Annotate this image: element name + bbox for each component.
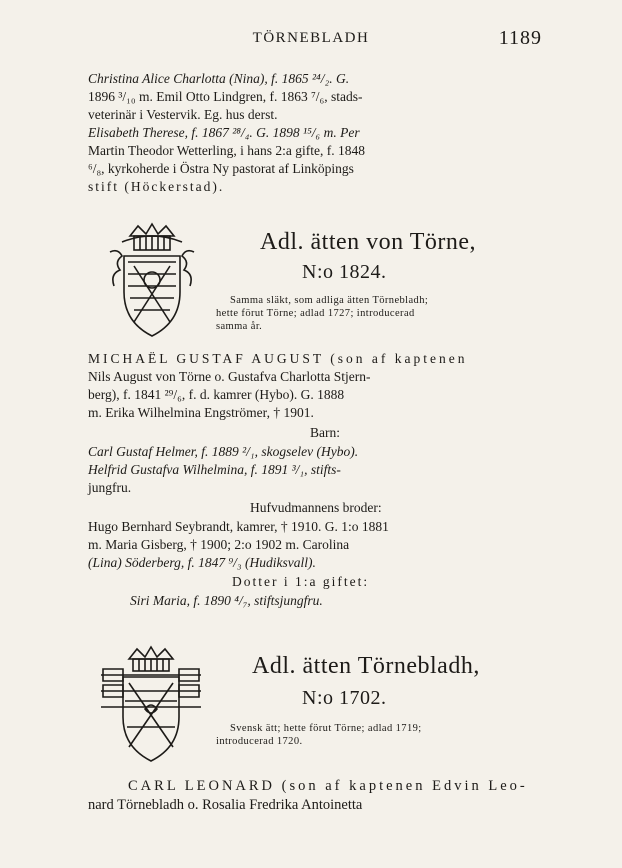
coat-of-arms-icon — [95, 645, 207, 767]
section-heading-text: Adl. ätten Törnebladh, — [252, 653, 480, 679]
page-number: 1189 — [498, 27, 542, 49]
text-line: Elisabeth Therese, f. 1867 ²⁸/₄. G. 1898 ¹⁵/₆ m. Per — [88, 125, 360, 140]
section-heading: Adl. ätten von Törne, — [260, 229, 477, 255]
section-number: N:o 1702. — [302, 687, 387, 709]
text-line: jungfru. — [88, 480, 132, 495]
section-number: N:o 1824. — [302, 261, 387, 283]
text-line: Hugo Bernhard Seybrandt, kamrer, † 1910. G. 1:o 1881 — [88, 519, 389, 534]
text-line: Martin Theodor Wetterling, i hans 2:a gifte, f. 1848 — [88, 143, 365, 158]
text-line: (Lina) Söderberg, f. 1847 ⁹/₃ (Hudiksvall). — [88, 555, 316, 570]
text-line: m. Maria Gisberg, † 1900; 2:o 1902 m. Carolina — [88, 537, 350, 552]
text-line: veterinär i Vestervik. Eg. hus derst. — [88, 107, 278, 122]
text-line: Christina Alice Charlotta (Nina), f. 1865 ²⁴/₂. G. — [88, 71, 350, 86]
section-heading — [252, 653, 480, 679]
text-line: berg), f. 1841 ²⁹/₆, f. d. kamrer (Hybo). G. 1888 — [88, 387, 345, 402]
running-head: TÖRNEBLADH — [252, 30, 370, 46]
text-line: Barn: — [310, 425, 340, 440]
text-line: Dotter i 1:a giftet: — [232, 574, 370, 589]
note-line: samma år. — [216, 321, 263, 332]
note-line: Samma släkt, som adliga ätten Törnebladh; — [230, 295, 429, 306]
text-line: m. Erika Wilhelmina Engströmer, † 1901. — [88, 405, 314, 420]
coat-of-arms-icon — [100, 222, 204, 342]
text-line: MICHAËL GUSTAF AUGUST (son af kaptenen — [88, 351, 468, 366]
note-line: hette förut Törne; adlad 1727; introducerad — [216, 308, 415, 319]
note-line: Svensk ätt; hette förut Törne; adlad 1719; — [230, 723, 422, 734]
text-line: nard Törnebladh o. Rosalia Fredrika Antoinetta — [88, 797, 363, 813]
text-line: Helfrid Gustafva Wilhelmina, f. 1891 ³/₁, stifts- — [88, 462, 341, 477]
text-line: ⁶/₈, kyrkoherde i Östra Ny pastorat af Linköpings — [88, 161, 354, 176]
text-line: Hufvudmannens broder: — [250, 500, 382, 515]
note-line: introducerad 1720. — [216, 736, 303, 747]
text-line: Nils August von Törne o. Gustafva Charlotta Stjern- — [88, 369, 371, 384]
text-line: 1896 ³/₁₀ m. Emil Otto Lindgren, f. 1863 ⁷/₆, stads- — [88, 89, 363, 104]
text-line: CARL LEONARD (son af kaptenen Edvin Leo- — [128, 778, 528, 794]
text-line: stift (Höckerstad). — [88, 179, 225, 194]
text-line: Carl Gustaf Helmer, f. 1889 ²/₁, skogselev (Hybo). — [88, 444, 359, 459]
text-line: Siri Maria, f. 1890 ⁴/₇, stiftsjungfru. — [130, 593, 323, 608]
